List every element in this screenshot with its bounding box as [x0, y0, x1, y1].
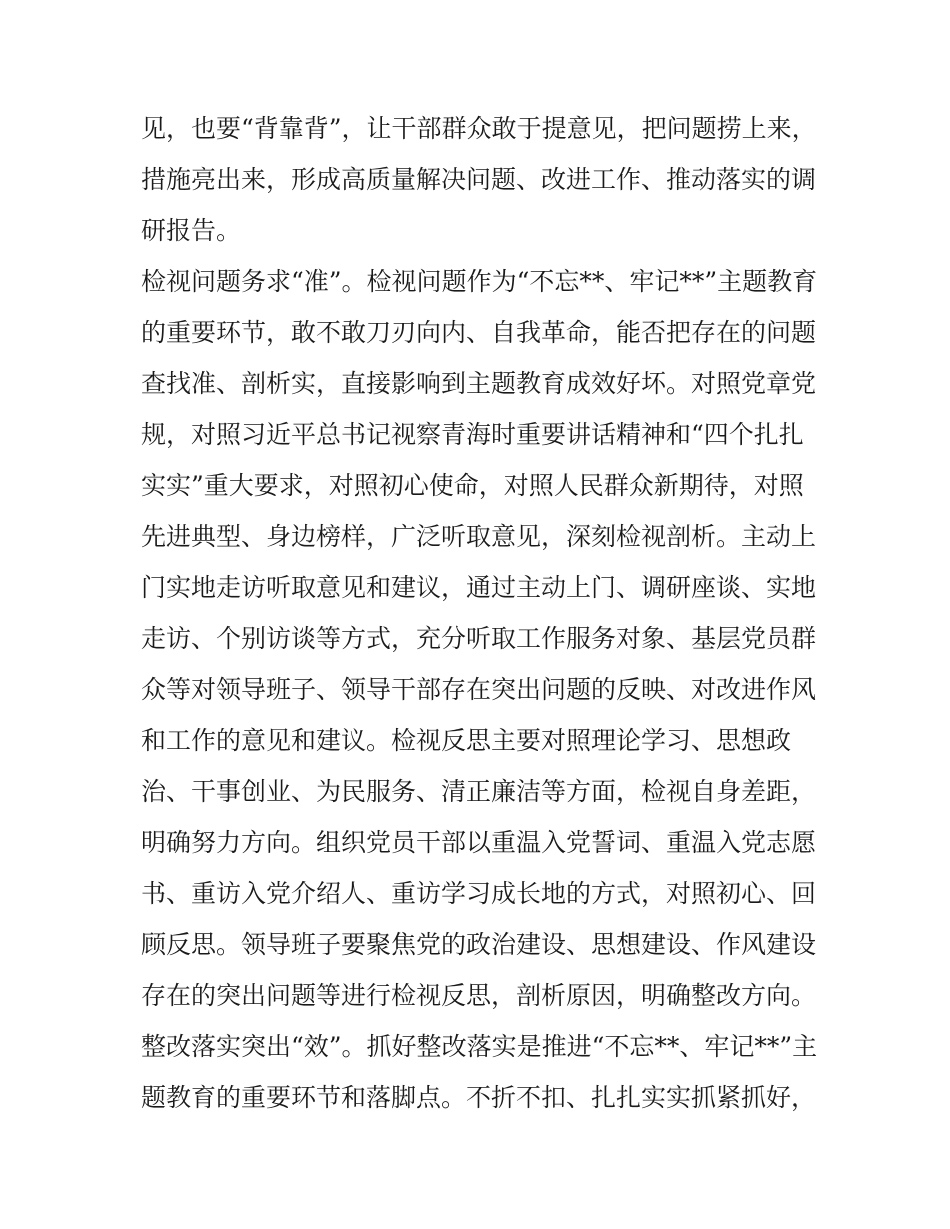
text-line-16: 书、重访入党介绍人、重访学习成长地的方式，对照初心、回: [141, 879, 817, 908]
text-line-13: 和工作的意见和建议。检视反思主要对照理论学习、思想政: [141, 726, 792, 755]
text-line-11: 走访、个别访谈等方式，充分听取工作服务对象、基层党员群: [141, 624, 817, 653]
text-line-9: 先进典型、身边榜样，广泛听取意见，深刻检视剖析。主动上: [141, 522, 817, 551]
text-line-1: 见，也要“背靠背”，让干部群众敢于提意见，把问题捞上来，: [141, 114, 817, 143]
text-line-5: 的重要环节，敢不敢刀刃向内、自我革命，能否把存在的问题: [141, 318, 817, 347]
text-line-6: 查找准、剖析实，直接影响到主题教育成效好坏。对照党章党: [141, 369, 817, 398]
text-line-18: 存在的突出问题等进行检视反思，剖析原因，明确整改方向。: [141, 981, 817, 1010]
text-line-7: 规，对照习近平总书记视察青海时重要讲话精神和“四个扎扎: [141, 420, 804, 449]
text-line-17: 顾反思。领导班子要聚焦党的政治建设、思想建设、作风建设: [141, 930, 817, 959]
text-line-14: 治、干事创业、为民服务、清正廉洁等方面，检视自身差距，: [141, 777, 817, 806]
text-line-19: 整改落实突出“效”。抓好整改落实是推进“不忘**、牢记**”主: [141, 1032, 818, 1061]
text-line-12: 众等对领导班子、领导干部存在突出问题的反映、对改进作风: [141, 675, 817, 704]
text-line-2: 措施亮出来，形成高质量解决问题、改进工作、推动落实的调: [141, 165, 817, 194]
body-text: [141, 103, 821, 1123]
text-line-4: 检视问题务求“准”。检视问题作为“不忘**、牢记**”主题教育: [141, 267, 818, 296]
text-line-20: 题教育的重要环节和落脚点。不折不扣、扎扎实实抓紧抓好，: [141, 1083, 817, 1112]
text-line-8: 实实”重大要求，对照初心使命，对照人民群众新期待，对照: [141, 471, 804, 500]
text-line-15: 明确努力方向。组织党员干部以重温入党誓词、重温入党志愿: [141, 828, 817, 857]
text-line-3: 研报告。: [141, 216, 242, 245]
text-line-10: 门实地走访听取意见和建议，通过主动上门、调研座谈、实地: [141, 573, 817, 602]
